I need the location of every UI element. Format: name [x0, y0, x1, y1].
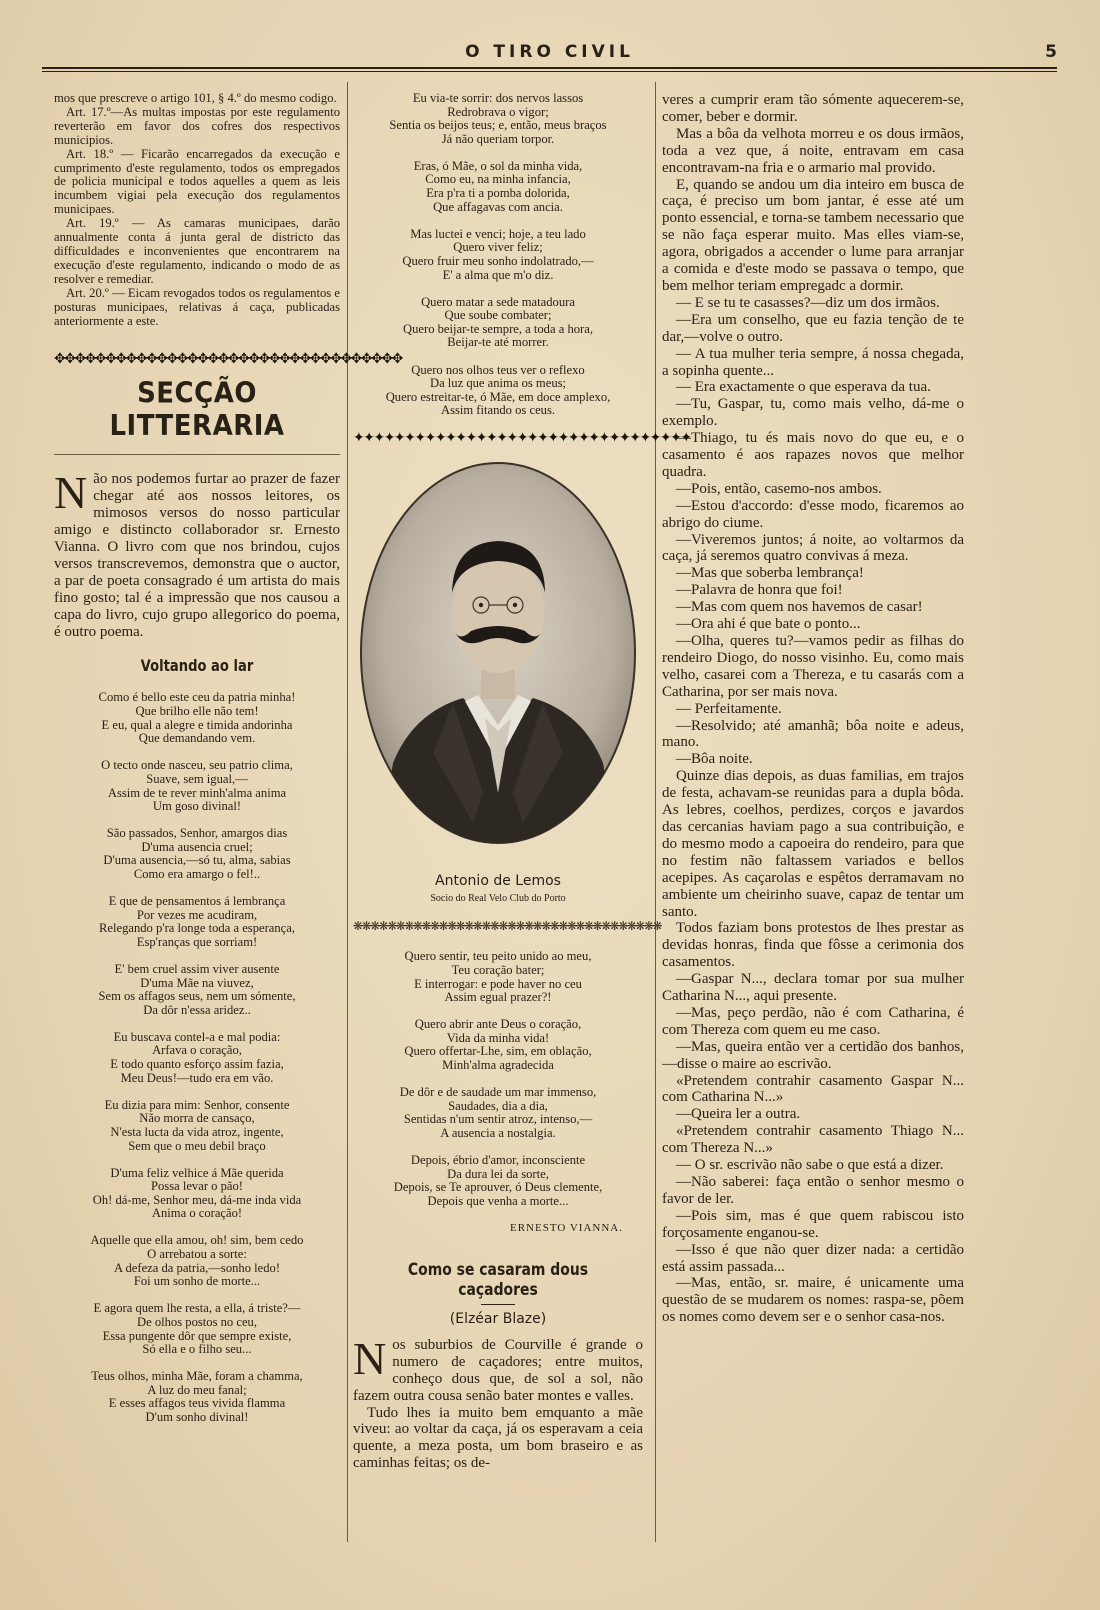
verse-line: Sentia os beijos teus; e, então, meus braços — [389, 118, 607, 133]
poem-verses — [54, 691, 340, 1424]
story-author: (Elzéar Blaze) — [449, 1310, 547, 1327]
verse-line: Da luz que anima os meus; — [429, 376, 567, 391]
verse-line: Depois, ébrio d'amor, inconsciente — [410, 1153, 586, 1167]
verse-line: Só ella e o filho seu... — [142, 1342, 252, 1357]
verse-line: São passados, Senhor, amargos dias — [106, 826, 288, 841]
portrait-subcaption: Socio do Real Velo Club do Porto — [430, 893, 566, 905]
verse-line: Eu via-te sorrir: dos nervos lassos — [412, 91, 584, 105]
story-paragraph: — Perfeitamente. — [676, 700, 782, 717]
story-paragraph: «Pretendem contrahir casamento Gaspar N... com Catharina N...» — [662, 1072, 964, 1106]
stanza — [54, 827, 340, 881]
verse-line: Foi um sonho de morte... — [133, 1274, 261, 1289]
header-rule-thin — [42, 71, 1057, 72]
verse-line: Arfava o coração, — [152, 1043, 242, 1058]
verse-line: Depois, se Te aprouver, ó Deus clemente, — [393, 1180, 603, 1195]
verse-line: E que de pensamentos á lembrança — [108, 894, 286, 909]
story-rule — [481, 1304, 515, 1305]
verse-line: Esp'ranças que sorriam! — [136, 934, 258, 949]
stanza — [353, 1086, 643, 1140]
ornament-divider: ✦✦✦✦✦✦✦✦✦✦✦✦✦✦✦✦✦✦✦✦✦✦✦✦✦✦✦✦✦✦✦✦✦ — [353, 431, 691, 447]
story-paragraph: — O sr. escrivão não sabe o que está a dizer. — [676, 1157, 944, 1174]
verse-line: Assim fitando os ceus. — [440, 403, 556, 418]
story-text — [353, 1332, 643, 1472]
story-paragraph: «Pretendem contrahir casamento Thiago N... com Thereza N...» — [662, 1123, 964, 1157]
story-paragraph: —Resolvido; até amanhã; bôa noite e adeus, mano. — [662, 717, 964, 751]
verse-line: Sentidas n'um sentir atroz, intenso,— — [403, 1112, 593, 1127]
portrait-photo — [353, 463, 643, 873]
verse-line: Eras, ó Mãe, o sol da minha vida, — [413, 158, 583, 173]
verse-line: A defeza da patria,—sonho ledo! — [113, 1260, 281, 1275]
story-paragraph: —Palavra de honra que foi! — [676, 582, 843, 599]
drop-cap: N — [353, 1332, 387, 1384]
legal-paragraph: Art. 17.º—As multas impostas por este regulamento reverterão em favor dos cofres dos respectivos municipios. — [54, 104, 340, 147]
verse-line: Como é bello este ceu da patria minha! — [98, 690, 296, 705]
story-paragraph: Mas a bôa da velhota morreu e os dous irmãos, toda a vez que, á noite, entravam em casa encontravam-na fria e o armario mal provido. — [662, 125, 964, 176]
legal-paragraph: mos que prescreve o artigo 101, § 4.º do mesmo codigo. — [54, 91, 337, 105]
story-paragraph: —Mas, peço perdão, não é com Catharina, é com Thereza com quem eu me caso. — [662, 1004, 964, 1038]
verse-line: Depois que venha a morte... — [427, 1193, 569, 1208]
story-paragraph: — E se tu te casasses?—diz um dos irmãos. — [676, 294, 940, 311]
story-paragraph: —Mas, queira então ver a certidão dos banhos,—disse o maire ao escrivão. — [662, 1038, 964, 1072]
verse-line: O tecto onde nasceu, seu patrio clima, — [101, 758, 293, 773]
portrait — [353, 463, 643, 873]
verse-line: N'esta lucta da vida atroz, ingente, — [110, 1124, 284, 1139]
verse-line: Teus olhos, minha Mãe, foram a chamma, — [91, 1369, 303, 1384]
verse-line: Essa pungente dôr que sempre existe, — [102, 1328, 292, 1343]
verse-line: Oh! dá-me, Senhor meu, dá-me inda vida — [92, 1192, 302, 1207]
story-paragraph: —Era um conselho, que eu fazia tenção de te dar,—volve o outro. — [662, 311, 964, 345]
verse-line: De olhos postos no ceu, — [137, 1314, 257, 1329]
poem-signature: ERNESTO VIANNA. — [510, 1221, 623, 1234]
verse-line: De dôr e de saudade um mar immenso, — [399, 1085, 597, 1100]
story-paragraph: —Não saberei: faça então o senhor mesmo o favor de ler. — [662, 1174, 964, 1207]
story-paragraph: —Pois sim, mas é que quem rabiscou isto forçosamente enganou-se. — [662, 1207, 964, 1241]
verse-line: E agora quem lhe resta, a ella, á triste?— — [93, 1301, 301, 1316]
story-continuation — [662, 92, 964, 1326]
stanza — [54, 1234, 340, 1288]
verse-line: Como era amargo o fel!.. — [133, 867, 261, 881]
verse-line: Que soube combater; — [444, 308, 552, 323]
stanza — [54, 1031, 340, 1085]
story-paragraph: —Pois, então, casemo-nos ambos. — [676, 480, 882, 497]
legal-paragraph: Art. 20.º — Eicam revogados todos os regulamentos e posturas municipaes, relativas á caça, publicadas anteriormente a este. — [54, 285, 340, 328]
ornament-divider: ❋❋❋❋❋❋❋❋❋❋❋❋❋❋❋❋❋❋❋❋❋❋❋❋❋❋❋❋❋❋❋❋❋❋❋❋ — [353, 919, 661, 934]
verse-line: Quero fruir meu sonho indolatrado,— — [402, 253, 594, 268]
story-paragraph: —Queira ler a outra. — [676, 1106, 801, 1123]
verse-line: Era p'ra ti a pomba dolorida, — [426, 186, 570, 201]
stanza — [353, 92, 643, 146]
verse-line: Eu buscava contel-a e mal podia: — [113, 1029, 281, 1044]
verse-line: Redrobrava o vigor; — [447, 104, 549, 119]
verse-line: Teu coração bater; — [451, 962, 545, 977]
legal-paragraph: Art. 18.º — Ficarão encarregados da execução e cumprimento d'este regulamento, todos os empregados de policia municipal e todos aquelles a quem as leis incumbem vigiai pela execução dos regulamentos municipaes. — [54, 146, 340, 217]
story-paragraph: —Ora ahi é que bate o ponto... — [676, 616, 861, 633]
verse-line: Mas luctei e venci; hoje, a teu lado — [410, 226, 586, 241]
poem-title: Voltando ao lar — [140, 656, 254, 676]
verse-line: D'uma ausencia,—só tu, alma, sabias — [103, 853, 291, 868]
page-header — [42, 40, 1057, 70]
verse-line: A ausencia a nostalgia. — [440, 1125, 556, 1140]
verse-line: Um goso divinal! — [152, 799, 242, 814]
verse-line: Assim de te rever minh'alma anima — [107, 785, 287, 800]
stanza — [54, 1370, 340, 1424]
intro-paragraph: ão nos podemos furtar ao prazer de fazer chegar até aos nossos leitores, os mimosos versos do nosso particular amigo e distincto collaborador sr. Ernesto Vianna. O livro com que nos brindou, cujos versos transcrevemos, demonstra que o auctor, a par de poeta consagrado é um artista do mais fino gosto; tal é a impressão que nos causou a capa do livro, cujo grupo allegorico do poema, é outro poema. — [54, 471, 340, 640]
verse-line: Quero matar a sede matadoura — [421, 294, 575, 309]
verse-line: Eu dizia para mim: Senhor, consente — [104, 1097, 290, 1112]
section-title: SECÇÃO LITTERARIA — [109, 378, 285, 443]
story-paragraph: —Estou d'accordo: d'esse modo, ficaremos ao abrigo do ciume. — [662, 497, 964, 531]
verse-line: Meu Deus!—tudo era em vão. — [120, 1070, 274, 1085]
verse-line: Saudades, dia a dia, — [448, 1098, 548, 1113]
verse-line: D'um sonho divinal! — [145, 1410, 249, 1424]
verse-line: Quero sentir, teu peito unido ao meu, — [404, 949, 592, 964]
verse-line: E' a alma que m'o diz. — [442, 267, 554, 282]
verse-line: Suave, sem igual,— — [146, 771, 248, 786]
verse-line: Quero beijar-te sempre, a toda a hora, — [403, 321, 593, 336]
stanza — [54, 1167, 340, 1221]
story-title: Como se casaram dous caçadores — [407, 1259, 589, 1300]
verse-line: E esses affagos teus vivida flamma — [108, 1396, 286, 1411]
stanza — [353, 160, 643, 214]
verse-line: Quero estreitar-te, ó Mãe, em doce amplexo, — [385, 389, 611, 404]
verse-line: Não morra de cansaço, — [139, 1111, 255, 1126]
verse-line: D'uma Mãe na viuvez, — [140, 975, 254, 990]
story-paragraph: —Bôa noite. — [676, 751, 753, 768]
stanza — [54, 759, 340, 813]
ornament-divider: ✥✥✥✥✥✥✥✥✥✥✥✥✥✥✥✥✥✥✥✥✥✥✥✥✥✥✥✥✥✥✥✥✥✥ — [54, 352, 402, 368]
story-paragraph: —Mas com quem nos havemos de casar! — [676, 599, 923, 616]
poem-verses-end — [353, 950, 643, 1208]
stanza — [54, 963, 340, 1017]
verse-line: Da dura lei da sorte, — [447, 1166, 549, 1181]
verse-line: E' bem cruel assim viver ausente — [114, 961, 280, 976]
verse-line: D'uma ausencia cruel; — [141, 839, 253, 854]
verse-line: Quero abrir ante Deus o coração, — [414, 1017, 582, 1032]
story-paragraph: —Isso é que não quer dizer nada: a certidão está assim passada... — [662, 1241, 964, 1275]
story-paragraph: Todos faziam bons protestos de lhes prestar as devidas honras, finda que fôsse a cerimonia dos casamentos. — [662, 920, 964, 971]
story-paragraph: — Era exactamente o que esperava da tua. — [676, 379, 931, 396]
stanza — [353, 296, 643, 350]
stanza — [54, 691, 340, 745]
verse-line: D'uma feliz velhice á Mãe querida — [110, 1165, 284, 1180]
story-paragraph: —Viveremos juntos; á noite, ao voltarmos da caça, já seremos quatro convivas á meza. — [662, 531, 964, 565]
portrait-caption: Antonio de Lemos — [435, 873, 561, 890]
verse-line: Quero offertar-Lhe, sim, em oblação, — [404, 1044, 592, 1059]
column-right — [662, 92, 964, 1326]
intro-text — [54, 467, 340, 640]
verse-line: Já não queriam torpor. — [441, 131, 555, 146]
story-paragraph: —Thiago, tu és mais novo do que eu, e o casamento é aos rapazes novos que melhor quadra. — [662, 430, 964, 480]
legal-text — [54, 92, 340, 328]
verse-line: Quero viver feliz; — [453, 240, 543, 255]
story-paragraph: —Olha, queres tu?—vamos pedir as filhas do rendeiro Diogo, do nosso visinho. Eu, como mais velho, casarei com a Thereza, e tu casarás com a Catharina, por ser mais nova. — [662, 633, 964, 700]
newspaper-title: O TIRO CIVIL — [465, 42, 634, 62]
story-paragraph: —Mas que soberba lembrança! — [676, 565, 864, 582]
verse-line: A luz do meu fanal; — [147, 1382, 247, 1397]
verse-line: Relegando p'ra longe toda a esperança, — [99, 921, 295, 936]
page-number: 5 — [1045, 42, 1057, 62]
section-rule — [54, 454, 340, 455]
stanza — [54, 1302, 340, 1356]
drop-cap: N — [54, 467, 88, 519]
verse-line: E interrogar: e pode haver no ceu — [414, 976, 582, 991]
story-paragraph: —Tu, Gaspar, tu, como mais velho, dá-me o exemplo. — [662, 396, 964, 430]
story-paragraph: —Gaspar N..., declara tomar por sua mulher Catharina N..., aqui presente. — [662, 971, 964, 1005]
verse-line: Beijar-te até morrer. — [447, 335, 549, 350]
stanza — [54, 895, 340, 949]
verse-line: Minh'alma agradecida — [442, 1058, 554, 1073]
story-paragraph: E, quando se andou um dia inteiro em busca de caça, é preciso um bom jantar, é esse até um ponto essencial, e torna-se tambem necessario que se não faça esperar muito. Mas elles viam-se, agora, obrigados a accender o lume para arranjar a comida e d'este modo se passava o tempo, que bem melhor teriam empregadc a dormir. — [662, 176, 964, 294]
verse-line: E eu, qual a alegre e timida andorinha — [101, 717, 293, 732]
verse-line: E todo quanto esforço assim fazia, — [110, 1057, 284, 1072]
verse-line: Como eu, na minha infancia, — [425, 172, 571, 187]
verse-line: Sem que o meu debil braço — [128, 1138, 266, 1153]
verse-line: Que brilho elle não tem! — [135, 704, 259, 719]
verse-line: O arrebatou a sorte: — [147, 1247, 247, 1262]
column-left — [54, 91, 402, 1438]
legal-paragraph: Art. 19.º — As camaras municipaes, darão annualmente conta á junta geral de districto das difficuldades e inconvenientes que encontrarem na execução d'este regulamento, indicando o modo de as resolver e remediar. — [54, 216, 340, 286]
stanza — [353, 228, 643, 282]
verse-line: Que demandando vem. — [138, 731, 256, 746]
story-paragraph: veres a cumprir eram tão sómente aquecerem-se, comer, beber e dormir. — [662, 92, 964, 125]
header-rule — [42, 67, 1057, 69]
verse-line: Sem os affagos seus, nem um sómente, — [98, 989, 296, 1004]
story-paragraph: os suburbios de Courville é grande o numero de caçadores; entre muitos, conheço dous que, de sol a sol, não fazem outra cousa senão bater montes e valles. — [353, 1336, 643, 1404]
stanza — [353, 1154, 643, 1208]
verse-line: Aquelle que ella amou, oh! sim, bem cedo — [90, 1233, 304, 1248]
stanza — [353, 950, 643, 1004]
column-divider — [655, 82, 656, 1542]
column-divider — [347, 82, 348, 1542]
verse-line: Possa levar o pão! — [151, 1179, 243, 1194]
verse-line: Assim egual prazer?! — [444, 990, 552, 1005]
story-paragraph: —Mas, então, sr. maire, é unicamente uma questão de se mudarem os nomes: raspa-se, põem os nomes como devem ser e o senhor casa-nos. — [662, 1275, 964, 1326]
stanza — [353, 364, 643, 418]
story-paragraph: Quinze dias depois, as duas familias, em trajos de festa, achavam-se reunidas para a dupla bôda. As lebres, coelhos, perdizes, corços e javardos das cercanias haviam pago a sua contribuição, e do mesmo modo a capoeira do rendeiro, para que no festim não faltassem variados e bellos acepipes. As caçarolas e espêtos derramavam no ambiente um cheirinho suave, capaz de tentar um santo. — [662, 768, 964, 920]
poem-verses-continued — [353, 92, 643, 418]
verse-line: Anima o coração! — [151, 1206, 243, 1221]
verse-line: Por vezes me acudiram, — [136, 907, 258, 922]
verse-line: Que affagavas com ancia. — [433, 199, 563, 214]
verse-line: Da dôr n'essa aridez.. — [143, 1002, 251, 1017]
column-middle — [353, 91, 691, 1472]
stanza — [54, 1099, 340, 1153]
stanza — [353, 1018, 643, 1072]
story-paragraph: — A tua mulher teria sempre, á nossa chegada, a sopinha quente... — [662, 345, 964, 379]
story-paragraph: Tudo lhes ia muito bem emquanto a mãe viveu: ao voltar da caça, já os esperavam a ceia quente, a meza posta, um bom braseiro e as caminhas feitas; os de- — [353, 1404, 643, 1472]
verse-line: Quero nos olhos teus ver o reflexo — [411, 362, 585, 377]
verse-line: Vida da minha vida! — [446, 1030, 550, 1045]
